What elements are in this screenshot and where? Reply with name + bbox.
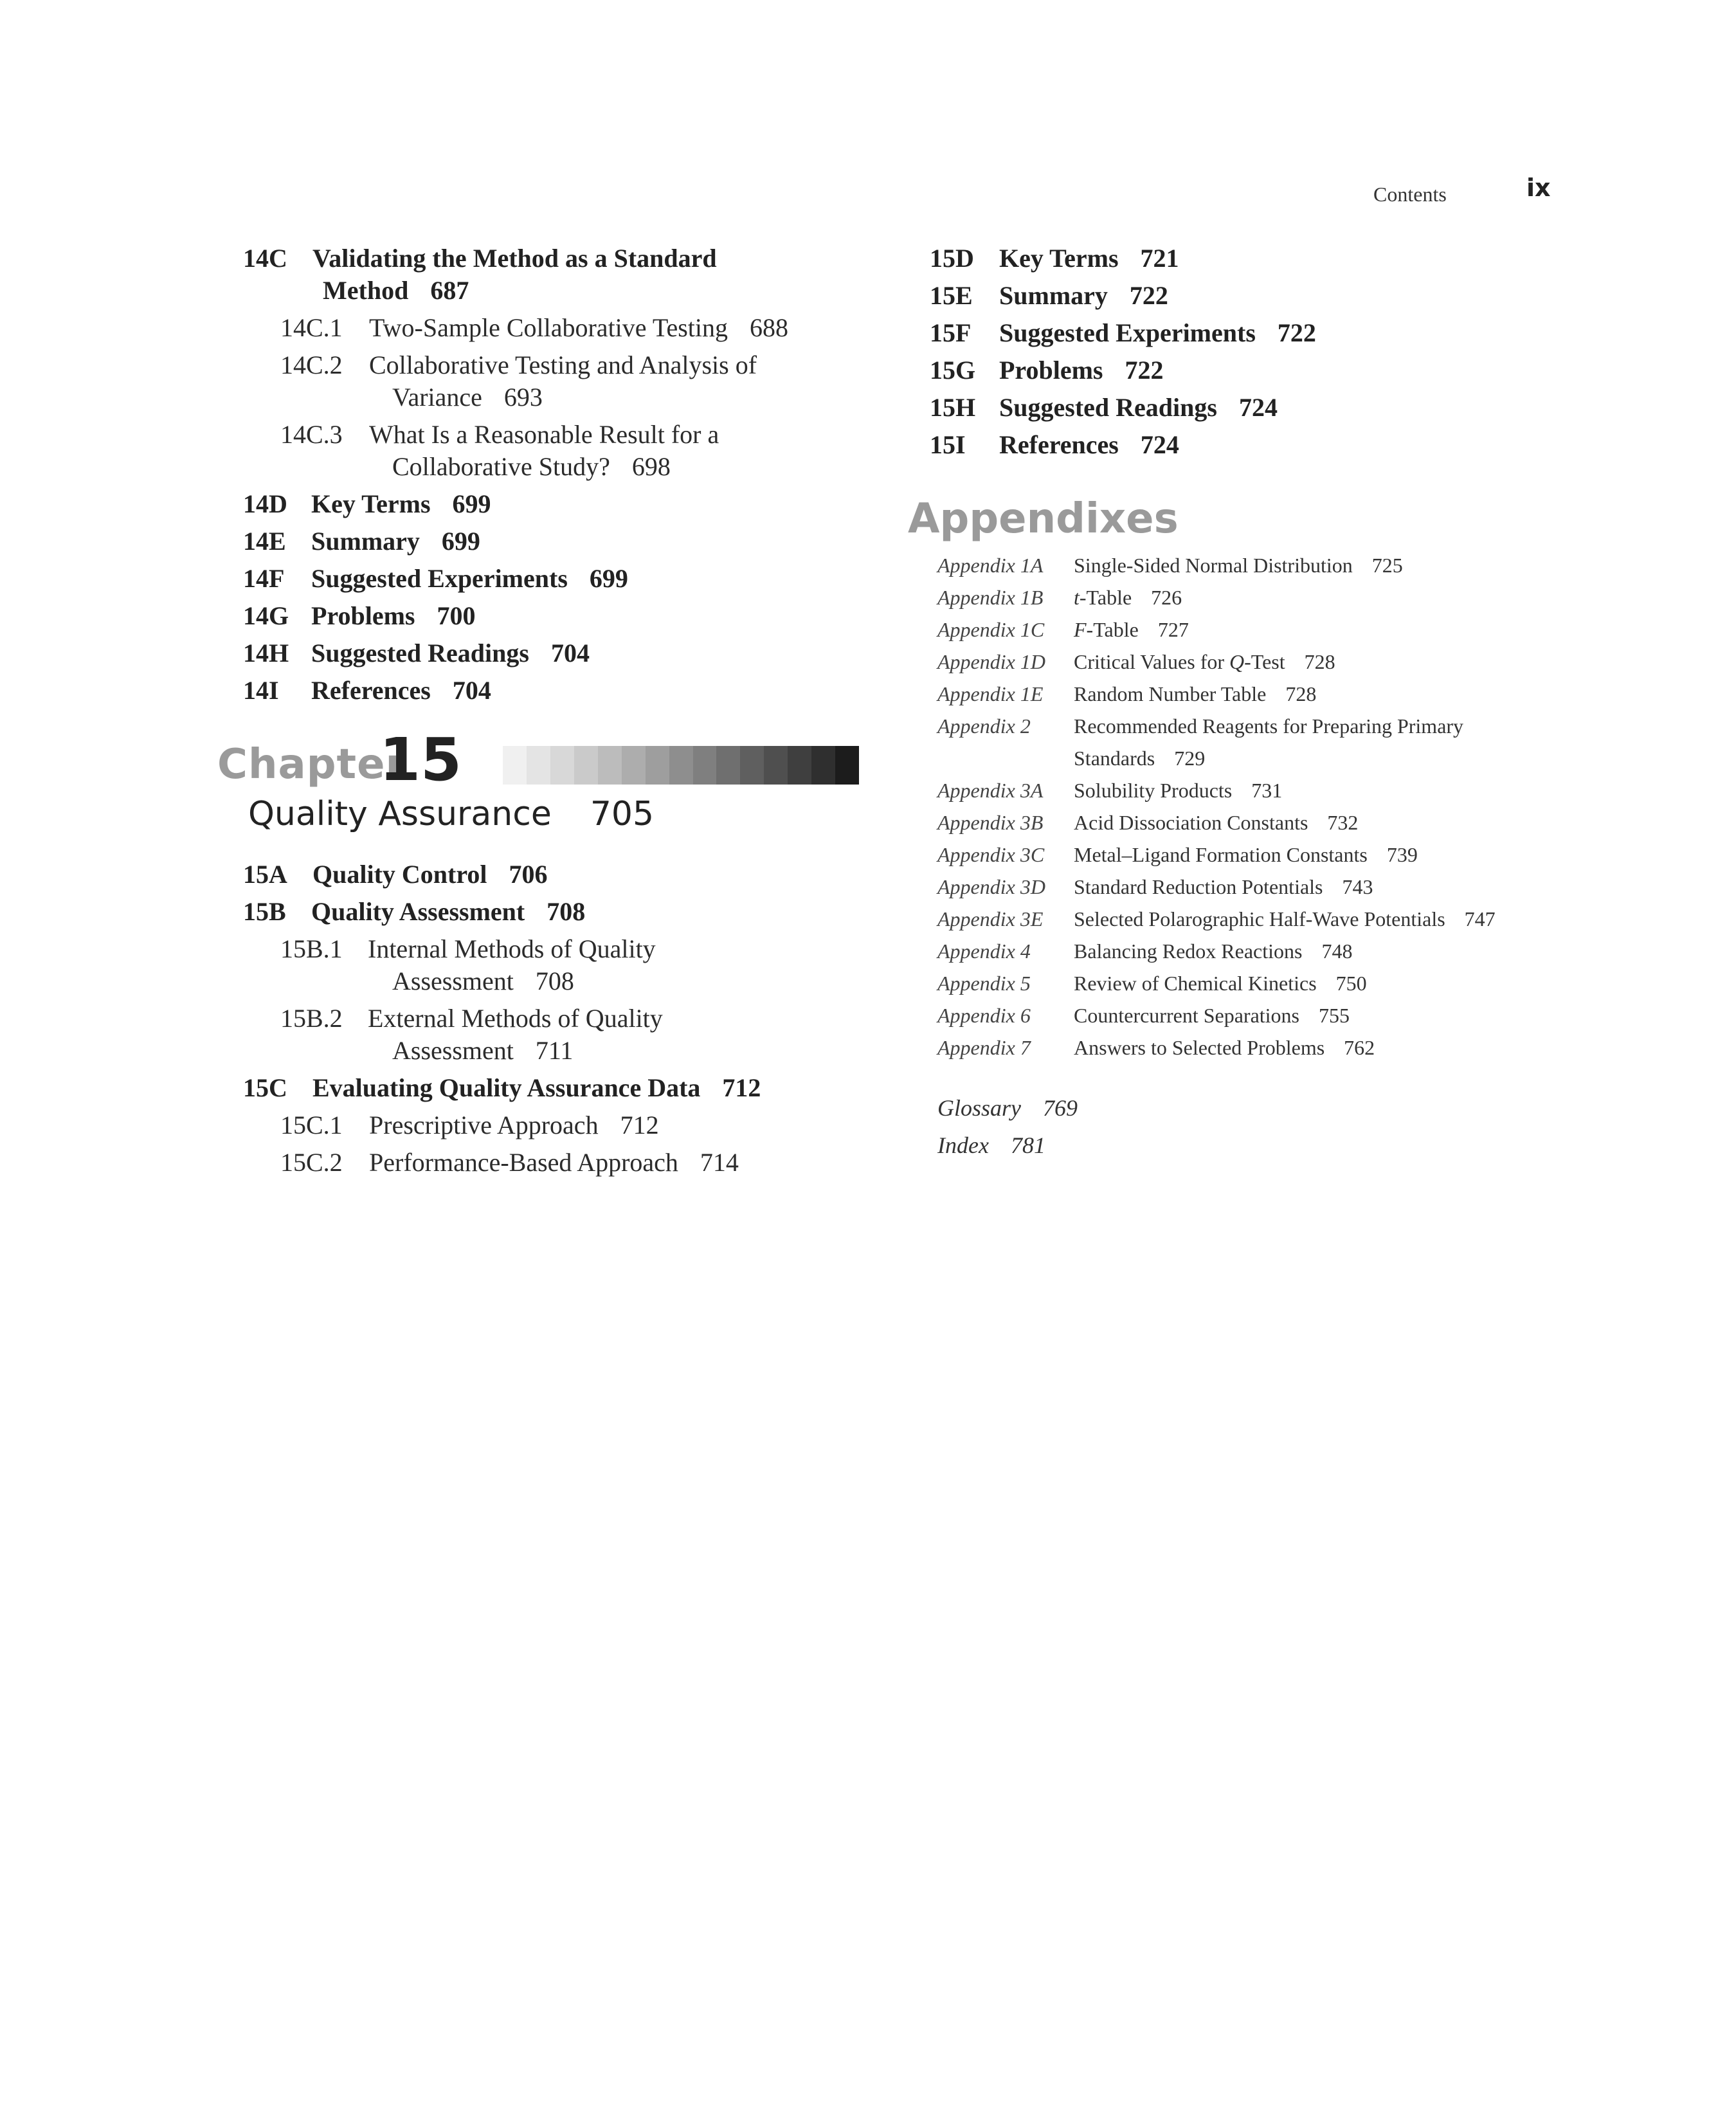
gradient-segment [693, 746, 717, 785]
gradient-segment [598, 746, 622, 785]
gradient-segment [527, 746, 550, 785]
gradient-segment [550, 746, 574, 785]
page-ref: 704 [452, 676, 491, 705]
page-ref: 724 [1238, 393, 1278, 422]
page-ref: 743 [1342, 875, 1373, 898]
glossary-entry[interactable]: Glossary 769 [937, 1095, 1078, 1121]
page-ref: 722 [1125, 356, 1164, 385]
index-entry[interactable]: Index 781 [937, 1132, 1045, 1158]
page-ref: 712 [722, 1073, 761, 1102]
page-ref: 714 [700, 1148, 739, 1177]
page-ref: 699 [441, 527, 480, 556]
gradient-segment [835, 746, 859, 785]
page-ref: 732 [1327, 811, 1359, 834]
page-ref: 722 [1277, 318, 1316, 347]
page-ref: 747 [1464, 907, 1496, 930]
page-ref: 712 [620, 1111, 659, 1139]
page-ref: 724 [1140, 430, 1179, 459]
page-ref: 711 [535, 1036, 574, 1065]
chapter-label: Chapter [217, 741, 407, 788]
page-ref: 708 [547, 897, 586, 926]
page-ref: 727 [1157, 618, 1189, 641]
page-ref: 726 [1151, 586, 1182, 609]
gradient-segment [622, 746, 646, 785]
chapter-number: 15 [379, 725, 462, 794]
gradient-segment [646, 746, 669, 785]
page-ref: 748 [1321, 940, 1353, 963]
page-ref: 721 [1140, 244, 1179, 273]
page-ref: 728 [1285, 682, 1317, 705]
page-ref: 725 [1371, 554, 1403, 577]
page-ref: 687 [430, 276, 469, 305]
page-ref: 705 [590, 795, 655, 833]
toc-entry-14c-cont: Method 687 [323, 276, 469, 305]
page-ref: 700 [437, 601, 476, 630]
appendixes-heading: Appendixes [908, 495, 1179, 543]
page-ref: 729 [1174, 747, 1206, 770]
page-ref: 781 [1010, 1132, 1045, 1158]
gradient-segment [574, 746, 598, 785]
page-ref: 755 [1319, 1004, 1350, 1027]
page-ref: 750 [1335, 972, 1367, 995]
page-ref: 722 [1129, 281, 1168, 310]
page-ref: 688 [750, 313, 789, 342]
page-ref: 698 [631, 452, 671, 481]
page-ref: 704 [550, 639, 590, 667]
page-ref: 699 [452, 489, 491, 518]
gradient-segment [669, 746, 693, 785]
page-ref: 739 [1386, 843, 1418, 866]
page-ref: 769 [1043, 1095, 1078, 1121]
chapter-title[interactable]: Quality Assurance 705 [248, 795, 655, 833]
page-ref: 708 [535, 967, 574, 995]
gradient-segment [811, 746, 835, 785]
toc-entry-14c2-cont: Variance 693 [392, 383, 543, 412]
page-ref: 699 [589, 564, 628, 593]
gradient-segment [503, 746, 527, 785]
gradient-segment [764, 746, 788, 785]
gradient-segment [788, 746, 811, 785]
chapter-gradient-bar [503, 746, 859, 785]
toc-entry-15b1-cont: Assessment 708 [392, 967, 574, 995]
toc-entry-15b2-cont: Assessment 711 [392, 1036, 574, 1065]
gradient-segment [716, 746, 740, 785]
running-header-label: Contents [1373, 183, 1447, 206]
gradient-segment [740, 746, 764, 785]
page-ref: 706 [509, 860, 548, 889]
appendix-item-cont: Standards 729 [1074, 747, 1206, 770]
page-ref: 693 [503, 383, 543, 412]
toc-entry-14c3-cont: Collaborative Study? 698 [392, 452, 671, 481]
page-number: ix [1526, 174, 1551, 202]
page-ref: 731 [1251, 779, 1283, 802]
page-ref: 728 [1304, 650, 1335, 673]
page-ref: 762 [1344, 1036, 1375, 1059]
